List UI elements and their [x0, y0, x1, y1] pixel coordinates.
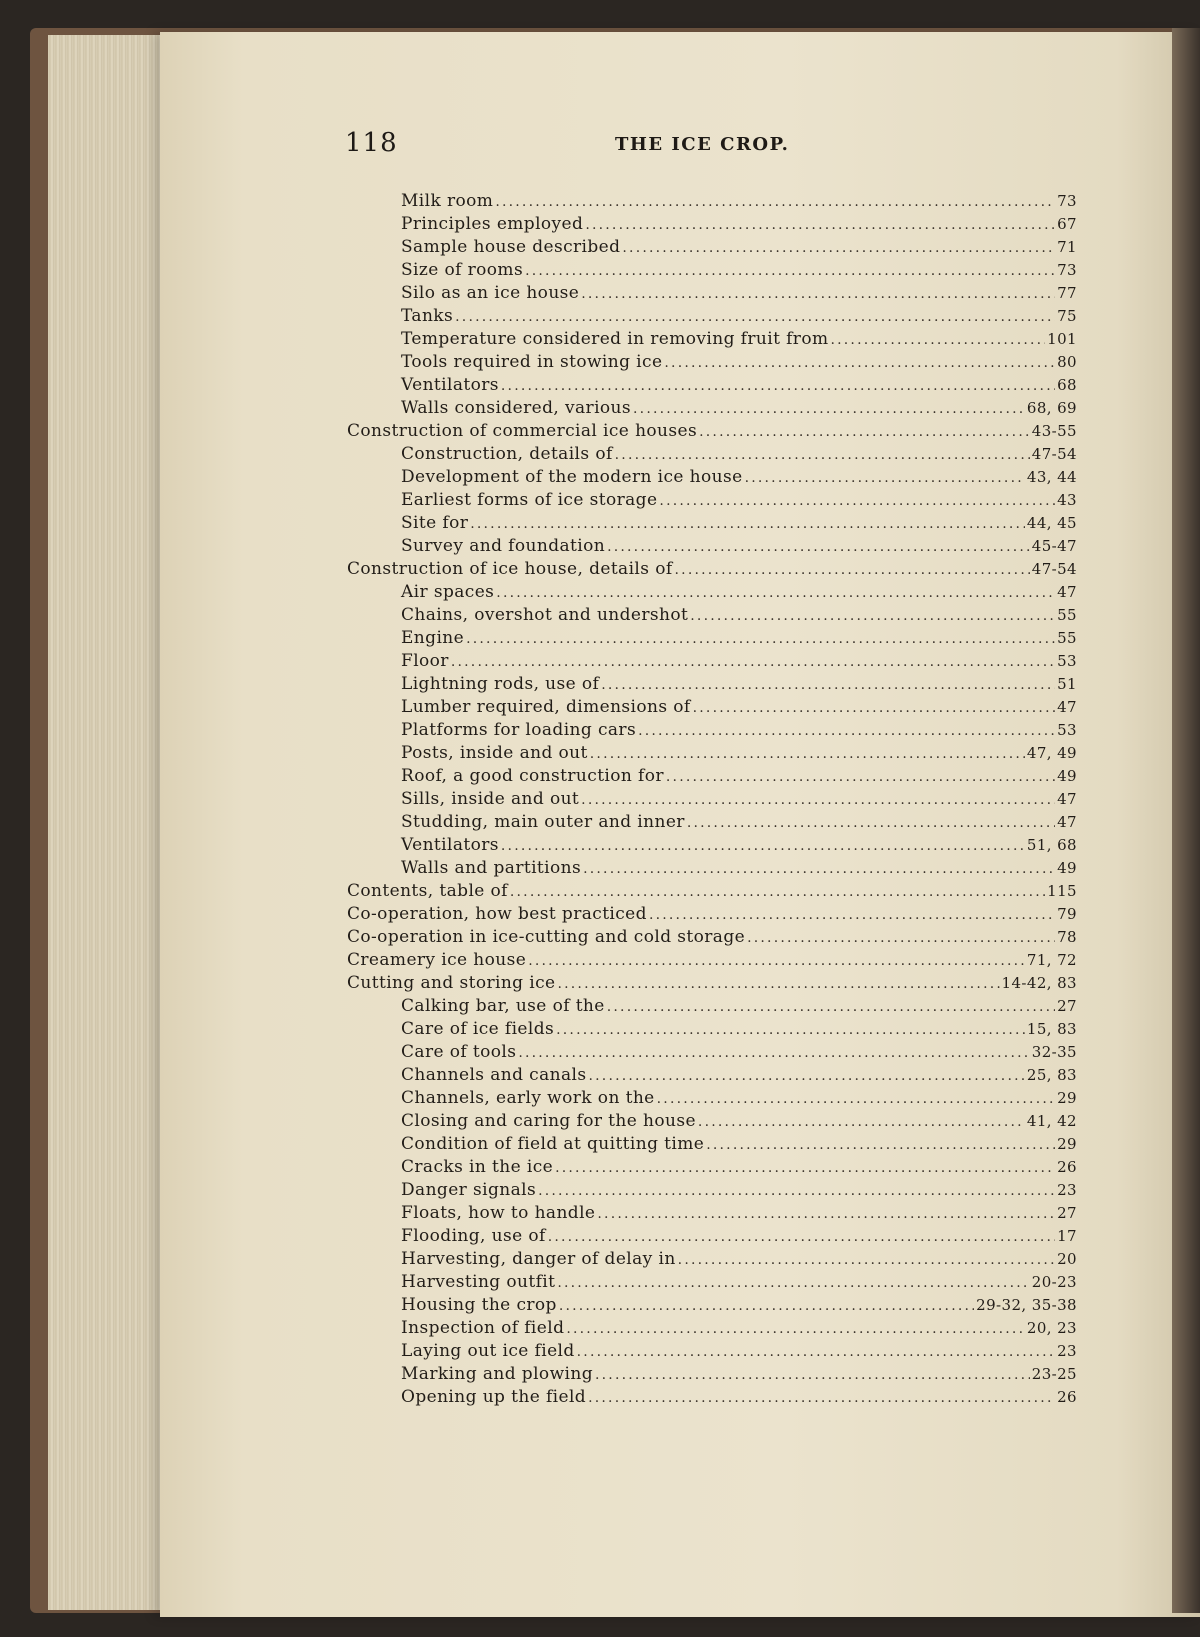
index-pages: 73: [1057, 192, 1077, 210]
dot-leader: [566, 1317, 1025, 1340]
index-pages: 23-25: [1031, 1365, 1077, 1383]
dot-leader: [470, 512, 1025, 535]
dot-leader: [690, 604, 1055, 627]
index-pages: 20: [1057, 1250, 1077, 1268]
index-entry: [347, 535, 1077, 558]
dot-leader: [559, 1294, 974, 1317]
index-pages: 20-23: [1031, 1273, 1077, 1291]
index-term: Construction of commercial ice houses: [347, 421, 698, 441]
index-entry: [347, 1087, 1077, 1110]
index-entry: [347, 1248, 1077, 1271]
index-pages: 53: [1057, 721, 1077, 739]
index-pages: 29: [1057, 1089, 1077, 1107]
gutter-shadow: [1172, 28, 1200, 1613]
index-entry: [347, 1133, 1077, 1156]
dot-leader: [830, 328, 1045, 351]
index-term: Floor: [401, 651, 449, 671]
index-pages: 49: [1057, 859, 1077, 877]
index-pages: 51: [1057, 675, 1077, 693]
index-pages: 47: [1057, 813, 1077, 831]
dot-leader: [590, 742, 1025, 765]
index-term: Co-operation, how best practiced: [347, 904, 647, 924]
index-entry: [347, 1294, 1077, 1317]
index-pages: 41, 42: [1026, 1112, 1077, 1130]
dot-leader: [699, 420, 1030, 443]
index-entry: [347, 1363, 1077, 1386]
index-pages: 47-54: [1031, 445, 1077, 463]
index-entry: [347, 190, 1077, 213]
index-entry: [347, 374, 1077, 397]
index-term: Channels and canals: [401, 1065, 587, 1085]
index-term: Housing the crop: [401, 1295, 557, 1315]
index-pages: 23: [1057, 1342, 1077, 1360]
index-entry: [347, 512, 1077, 535]
index-term: Size of rooms: [401, 260, 524, 280]
index-entry: [347, 811, 1077, 834]
dot-leader: [501, 374, 1055, 397]
index-pages: 75: [1057, 307, 1077, 325]
dot-leader: [675, 558, 1030, 581]
index-pages: 115: [1047, 882, 1077, 900]
index-term: Earliest forms of ice storage: [401, 490, 658, 510]
index-term: Walls and partitions: [401, 858, 582, 878]
index-pages: 68: [1057, 376, 1077, 394]
index-term: Construction of ice house, details of: [347, 559, 673, 579]
index-pages: 29-32, 35-38: [976, 1296, 1077, 1314]
index-term: Contents, table of: [347, 881, 508, 901]
dot-leader: [622, 236, 1055, 259]
index-term: Floats, how to handle: [401, 1203, 596, 1223]
index-pages: 73: [1057, 261, 1077, 279]
index-entry: [347, 1271, 1077, 1294]
dot-leader: [666, 765, 1055, 788]
index-term: Inspection of field: [401, 1318, 565, 1338]
dot-leader: [659, 489, 1055, 512]
dot-leader: [501, 834, 1025, 857]
dot-leader: [601, 673, 1055, 696]
index-term: Posts, inside and out: [401, 743, 588, 763]
index-pages: 43: [1057, 491, 1077, 509]
dot-leader: [496, 581, 1055, 604]
index-term: Care of ice fields: [401, 1019, 555, 1039]
dot-leader: [556, 1018, 1025, 1041]
index-pages: 79: [1057, 905, 1077, 923]
dot-leader: [555, 1156, 1055, 1179]
index-entry: [347, 328, 1077, 351]
index-pages: 17: [1057, 1227, 1077, 1245]
index-pages: 27: [1057, 1204, 1077, 1222]
index-pages: 71, 72: [1026, 951, 1077, 969]
index-pages: 44, 45: [1026, 514, 1077, 532]
index-term: Milk room: [401, 191, 494, 211]
index-pages: 53: [1057, 652, 1077, 670]
index-term: Marking and plowing: [401, 1364, 593, 1384]
index-entry: [347, 466, 1077, 489]
index-term: Care of tools: [401, 1042, 517, 1062]
index-term: Sills, inside and out: [401, 789, 580, 809]
index-entry: [347, 972, 1077, 995]
dot-leader: [583, 857, 1055, 880]
index-entry: [347, 765, 1077, 788]
index-term: Harvesting, danger of delay in: [401, 1249, 676, 1269]
index-term: Creamery ice house: [347, 950, 527, 970]
dot-leader: [657, 1087, 1055, 1110]
dot-leader: [495, 190, 1055, 213]
index-pages: 47: [1057, 698, 1077, 716]
index-entry: [347, 351, 1077, 374]
dot-leader: [466, 627, 1055, 650]
index-entry: [347, 834, 1077, 857]
index-term: Studding, main outer and inner: [401, 812, 685, 832]
index-pages: 45-47: [1031, 537, 1077, 555]
dot-leader: [633, 397, 1025, 420]
index-term: Lumber required, dimensions of: [401, 697, 691, 717]
index-pages: 68, 69: [1026, 399, 1077, 417]
dot-leader: [706, 1133, 1055, 1156]
index-pages: 49: [1057, 767, 1077, 785]
page-number: 118: [345, 128, 398, 158]
dot-leader: [589, 1064, 1025, 1087]
index-pages: 26: [1057, 1388, 1077, 1406]
index-term: Calking bar, use of the: [401, 996, 605, 1016]
index-term: Ventilators: [401, 375, 499, 395]
index-pages: 25, 83: [1026, 1066, 1077, 1084]
index-term: Platforms for loading cars: [401, 720, 637, 740]
dot-leader: [528, 949, 1025, 972]
index-term: Lightning rods, use of: [401, 674, 600, 694]
index-entry: [347, 719, 1077, 742]
dot-leader: [510, 880, 1045, 903]
index-pages: 29: [1057, 1135, 1077, 1153]
dot-leader: [664, 351, 1055, 374]
index-entry: [347, 1110, 1077, 1133]
index-pages: 51, 68: [1026, 836, 1077, 854]
index-term: Principles employed: [401, 214, 584, 234]
index-entry: [347, 1064, 1077, 1087]
dot-leader: [455, 305, 1055, 328]
index-term: Co-operation in ice-cutting and cold storage: [347, 927, 746, 947]
index-entry: [347, 558, 1077, 581]
index-pages: 101: [1047, 330, 1077, 348]
index-pages: 71: [1057, 238, 1077, 256]
dot-leader: [538, 1179, 1055, 1202]
dot-leader: [451, 650, 1055, 673]
index-entry: [347, 650, 1077, 673]
index-entry: [347, 742, 1077, 765]
index-entry: [347, 995, 1077, 1018]
index-term: Channels, early work on the: [401, 1088, 655, 1108]
index-term: Silo as an ice house: [401, 283, 580, 303]
dot-leader: [698, 1110, 1025, 1133]
dot-leader: [649, 903, 1055, 926]
index-entry: [347, 1386, 1077, 1409]
index-pages: 32-35: [1031, 1043, 1077, 1061]
index-term: Development of the modern ice house: [401, 467, 743, 487]
page-header: [345, 128, 825, 168]
index-entry: [347, 627, 1077, 650]
index-pages: 78: [1057, 928, 1077, 946]
dot-leader: [581, 788, 1055, 811]
index-pages: 55: [1057, 606, 1077, 624]
dot-leader: [597, 1202, 1055, 1225]
dot-leader: [557, 972, 999, 995]
index-pages: 20, 23: [1026, 1319, 1077, 1337]
index-term: Air spaces: [401, 582, 495, 602]
index-list: [347, 190, 1077, 1409]
index-pages: 27: [1057, 997, 1077, 1015]
index-entry: [347, 1225, 1077, 1248]
index-entry: [347, 949, 1077, 972]
running-title: THE ICE CROP.: [615, 134, 790, 155]
dot-leader: [747, 926, 1055, 949]
dot-leader: [595, 1363, 1030, 1386]
index-entry: [347, 1018, 1077, 1041]
dot-leader: [687, 811, 1055, 834]
index-term: Chains, overshot and undershot: [401, 605, 689, 625]
index-pages: 47: [1057, 790, 1077, 808]
index-entry: [347, 926, 1077, 949]
index-entry: [347, 397, 1077, 420]
dot-leader: [638, 719, 1055, 742]
index-term: Tanks: [401, 306, 454, 326]
index-entry: [347, 880, 1077, 903]
index-entry: [347, 903, 1077, 926]
index-entry: [347, 857, 1077, 880]
index-term: Danger signals: [401, 1180, 537, 1200]
dot-leader: [557, 1271, 1029, 1294]
dot-leader: [585, 213, 1055, 236]
index-pages: 77: [1057, 284, 1077, 302]
index-pages: 47: [1057, 583, 1077, 601]
index-term: Harvesting outfit: [401, 1272, 556, 1292]
index-entry: [347, 1317, 1077, 1340]
index-pages: 55: [1057, 629, 1077, 647]
index-term: Ventilators: [401, 835, 499, 855]
index-term: Survey and foundation: [401, 536, 606, 556]
index-term: Temperature considered in removing fruit from: [401, 329, 829, 349]
index-term: Tools required in stowing ice: [401, 352, 663, 372]
index-entry: [347, 213, 1077, 236]
index-term: Site for: [401, 513, 469, 533]
index-pages: 14-42, 83: [1001, 974, 1077, 992]
dot-leader: [678, 1248, 1055, 1271]
index-entry: [347, 1156, 1077, 1179]
index-entry: [347, 1202, 1077, 1225]
index-term: Condition of field at quitting time: [401, 1134, 705, 1154]
dot-leader: [607, 535, 1030, 558]
index-term: Flooding, use of: [401, 1226, 546, 1246]
index-term: Walls considered, various: [401, 398, 632, 418]
dot-leader: [548, 1225, 1055, 1248]
index-term: Closing and caring for the house: [401, 1111, 696, 1131]
index-term: Laying out ice field: [401, 1341, 575, 1361]
index-pages: 26: [1057, 1158, 1077, 1176]
index-pages: 80: [1057, 353, 1077, 371]
index-pages: 47, 49: [1026, 744, 1077, 762]
index-entry: [347, 236, 1077, 259]
page-edges: [48, 35, 178, 1610]
index-entry: [347, 259, 1077, 282]
index-term: Construction, details of: [401, 444, 613, 464]
index-term: Opening up the field: [401, 1387, 587, 1407]
index-entry: [347, 673, 1077, 696]
dot-leader: [615, 443, 1030, 466]
index-entry: [347, 420, 1077, 443]
index-pages: 43-55: [1031, 422, 1077, 440]
index-entry: [347, 305, 1077, 328]
index-term: Sample house described: [401, 237, 621, 257]
dot-leader: [581, 282, 1055, 305]
index-term: Cutting and storing ice: [347, 973, 556, 993]
index-pages: 15, 83: [1026, 1020, 1077, 1038]
index-pages: 43, 44: [1026, 468, 1077, 486]
index-pages: 23: [1057, 1181, 1077, 1199]
dot-leader: [745, 466, 1025, 489]
index-entry: [347, 1340, 1077, 1363]
dot-leader: [588, 1386, 1055, 1409]
dot-leader: [693, 696, 1055, 719]
index-entry: [347, 788, 1077, 811]
index-entry: [347, 1041, 1077, 1064]
dot-leader: [525, 259, 1055, 282]
index-term: Engine: [401, 628, 465, 648]
index-entry: [347, 489, 1077, 512]
index-entry: [347, 581, 1077, 604]
index-entry: [347, 443, 1077, 466]
dot-leader: [607, 995, 1055, 1018]
index-pages: 47-54: [1031, 560, 1077, 578]
index-entry: [347, 604, 1077, 627]
index-entry: [347, 696, 1077, 719]
index-term: Roof, a good construction for: [401, 766, 664, 786]
index-entry: [347, 282, 1077, 305]
dot-leader: [518, 1041, 1029, 1064]
index-term: Cracks in the ice: [401, 1157, 554, 1177]
index-pages: 67: [1057, 215, 1077, 233]
dot-leader: [577, 1340, 1055, 1363]
index-entry: [347, 1179, 1077, 1202]
